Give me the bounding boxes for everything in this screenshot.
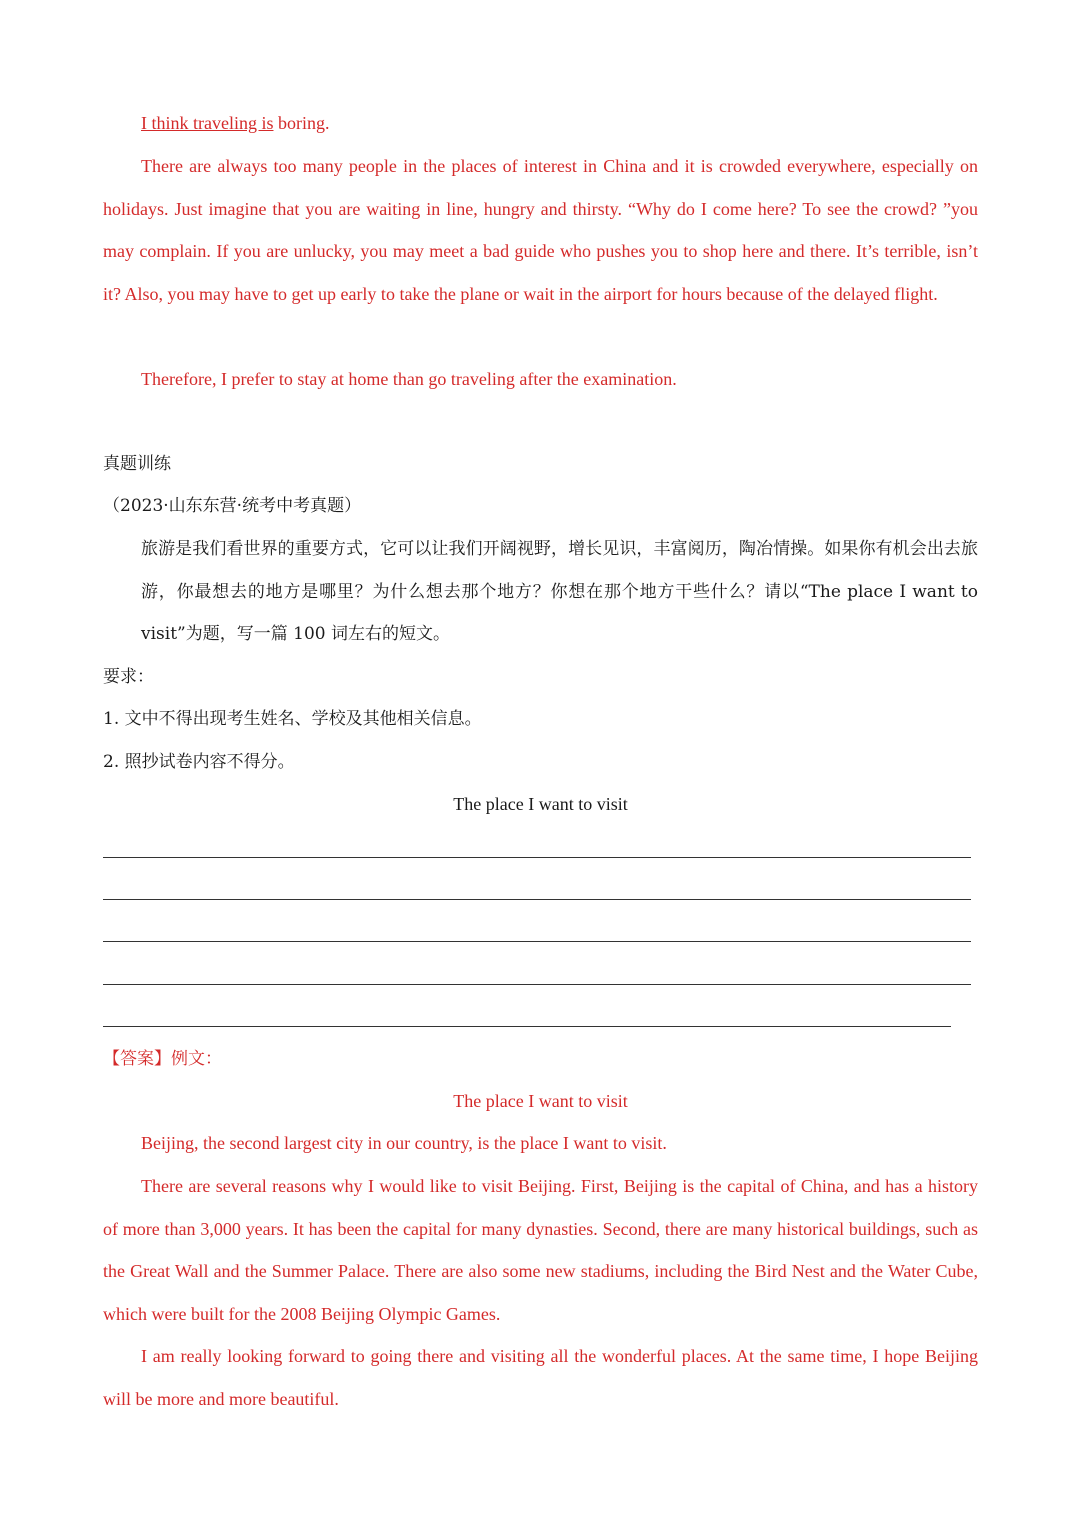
practice-source: （2023·山东东营·统考中考真题） <box>103 496 362 516</box>
practice-prompt: 旅游是我们看世界的重要方式，它可以让我们开阔视野，增长见识，丰富阅历，陶冶情操。如果你有机会出去旅游，你最想去的地方是哪里？为什么想去那个地方？你想在那个地方干些什么？请以“The place I want to visit”为题，写一篇 100 词左右的短文。 <box>141 539 978 645</box>
sample-first-sentence <box>103 102 978 145</box>
underlined-phrase: I think traveling is <box>141 113 274 133</box>
requirement-1: 1. 文中不得出现考生姓名、学校及其他相关信息。 <box>103 709 482 729</box>
answer-paragraph-1: Beijing, the second largest city in our country, is the place I want to visit. <box>141 1133 667 1153</box>
sample-paragraph-3: Therefore, I prefer to stay at home than go traveling after the examination. <box>141 369 677 389</box>
writing-line-3 <box>103 941 971 942</box>
answer-paragraph-3: I am really looking forward to going there and visiting all the wonderful places. At the same time, I hope Beijing will be more and more beautiful. <box>103 1346 978 1409</box>
writing-line-1 <box>103 857 971 858</box>
requirements-label: 要求： <box>103 667 154 687</box>
practice-heading: 真题训练 <box>103 454 171 474</box>
answer-title: The place I want to visit <box>453 1091 628 1111</box>
answer-label: 【答案】例文： <box>103 1049 222 1069</box>
practice-title: The place I want to visit <box>453 794 628 814</box>
writing-line-4 <box>103 984 971 985</box>
sample-paragraph-2: There are always too many people in the places of interest in China and it is crowded everywhere, especially on holidays. Just imagine that you are waiting in line, hungry and thirsty. “Why do I come here? To see the crowd? ”you may complain. If you are unlucky, you may meet a bad guide who pushes you to shop here and there. It’s terrible, isn’t it? Also, you may have to get up early to take the plane or wait in the airport for hours because of the delayed flight. <box>103 156 978 304</box>
writing-line-2 <box>103 899 971 900</box>
requirement-2: 2. 照抄试卷内容不得分。 <box>103 752 295 772</box>
answer-paragraph-2: There are several reasons why I would like to visit Beijing. First, Beijing is the capital of China, and has a history of more than 3,000 years. It has been the capital for many dynasties. Second, there are many historical buildings, such as the Great Wall and the Summer Palace. There are also some new stadiums, including the Bird Nest and the Water Cube, which were built for the 2008 Beijing Olympic Games. <box>103 1176 978 1324</box>
writing-line-5 <box>103 1026 951 1027</box>
first-sentence-rest: boring. <box>273 113 330 133</box>
